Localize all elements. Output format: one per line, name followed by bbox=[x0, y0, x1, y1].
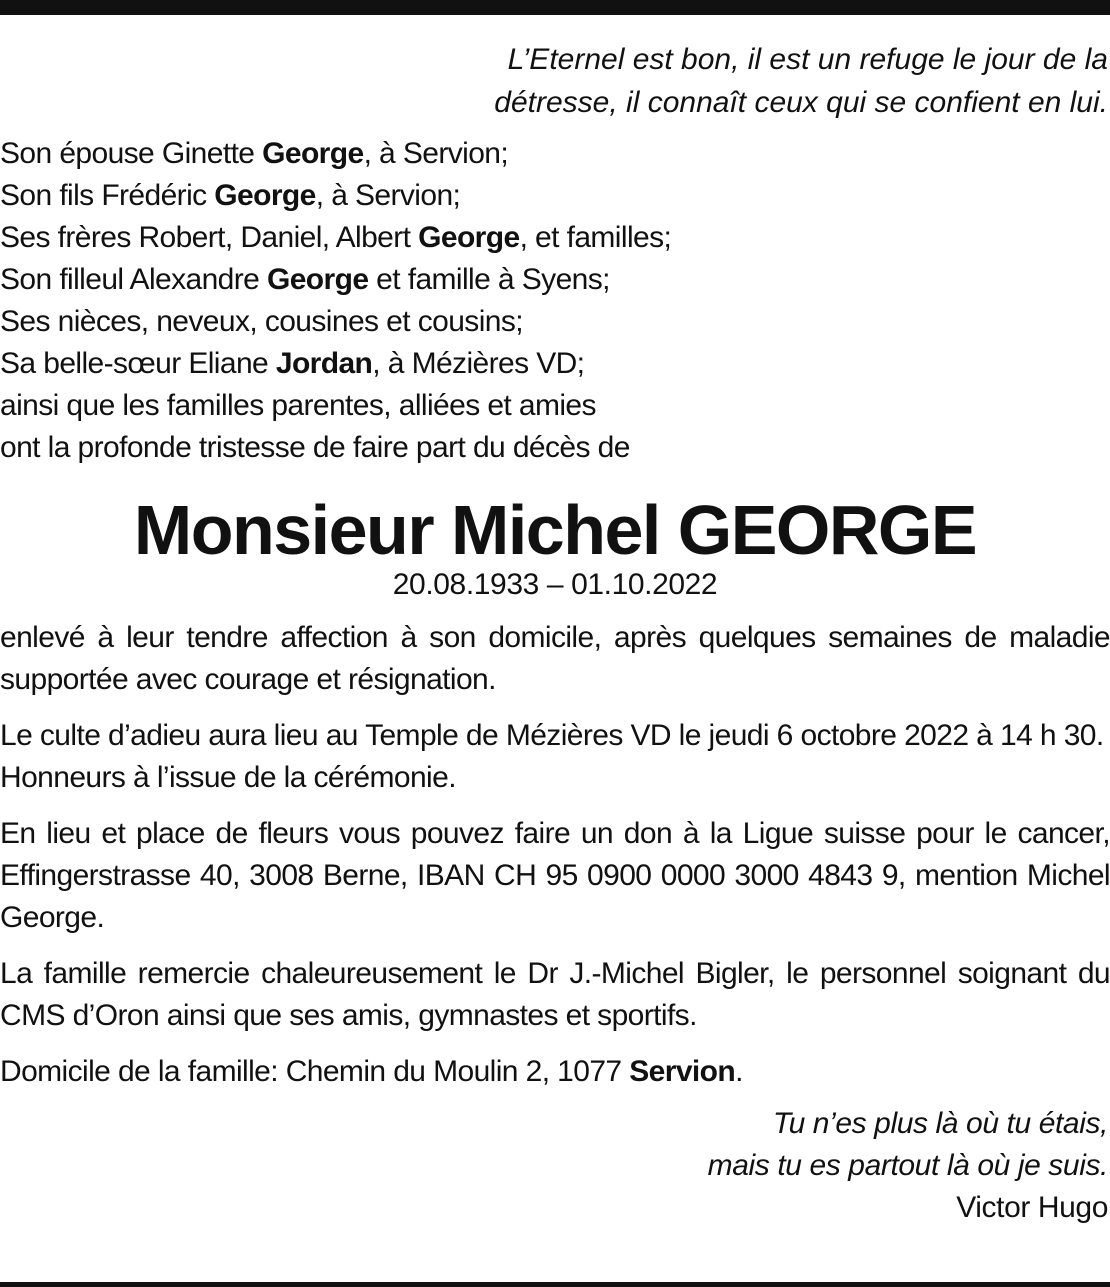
deceased-name: Monsieur Michel GEORGE bbox=[133, 491, 977, 569]
domicile-paragraph: Domicile de la famille: Chemin du Moulin 2, 1077 Servion. bbox=[0, 1055, 743, 1088]
family-line: Son épouse Ginette George, à Servion; bbox=[0, 137, 509, 170]
service-details: Le culte d’adieu aura lieu au Temple de Mézières VD le jeudi 6 octobre 2022 à 14 h 30. bbox=[0, 719, 1104, 752]
family-list bbox=[0, 133, 1110, 469]
family-line: Son fils Frédéric George, à Servion; bbox=[0, 179, 461, 212]
family-line: Ses frères Robert, Daniel, Albert George, et familles; bbox=[0, 221, 672, 254]
quote-line-2: mais tu es partout là où je suis. bbox=[707, 1149, 1108, 1182]
donation-paragraph: En lieu et place de fleurs vous pouvez faire un don à la Ligue suisse pour le cancer, Effingerstrasse 40, 3008 Berne, IBAN CH 95 0900 0000 3000 4843 9, mention Michel George. bbox=[0, 817, 1110, 934]
quote-author: Victor Hugo bbox=[956, 1191, 1108, 1224]
closing-quote bbox=[0, 1103, 1108, 1229]
family-line: ainsi que les familles parentes, alliées et amies bbox=[0, 389, 596, 422]
obituary-notice bbox=[0, 38, 1110, 1229]
family-line: Son filleul Alexandre George et famille à Syens; bbox=[0, 263, 610, 296]
bottom-rule bbox=[0, 1282, 1110, 1287]
life-dates: 20.08.1933 – 01.10.2022 bbox=[392, 568, 718, 601]
family-line: Ses nièces, neveux, cousines et cousins; bbox=[0, 305, 523, 338]
family-line: ont la profonde tristesse de faire part du décès de bbox=[0, 431, 630, 464]
verse-line-2: détresse, il connaît ceux qui se confient en lui. bbox=[494, 86, 1108, 119]
affection-paragraph: enlevé à leur tendre affection à son domicile, après quelques semaines de maladie supportée avec courage et résignation. bbox=[0, 621, 1110, 696]
verse-line-1: L’Eternel est bon, il est un refuge le jour de la bbox=[507, 43, 1108, 76]
top-rule bbox=[0, 0, 1110, 15]
quote-line-1: Tu n’es plus là où tu étais, bbox=[772, 1107, 1108, 1140]
honours-note: Honneurs à l’issue de la cérémonie. bbox=[0, 761, 456, 794]
thanks-paragraph: La famille remercie chaleureusement le Dr J.-Michel Bigler, le personnel soignant du CMS d’Oron ainsi que ses amis, gymnastes et sportifs. bbox=[0, 957, 1110, 1032]
opening-verse bbox=[0, 38, 1108, 124]
service-paragraph bbox=[0, 715, 1110, 799]
family-line: Sa belle-sœur Eliane Jordan, à Mézières VD; bbox=[0, 347, 585, 380]
